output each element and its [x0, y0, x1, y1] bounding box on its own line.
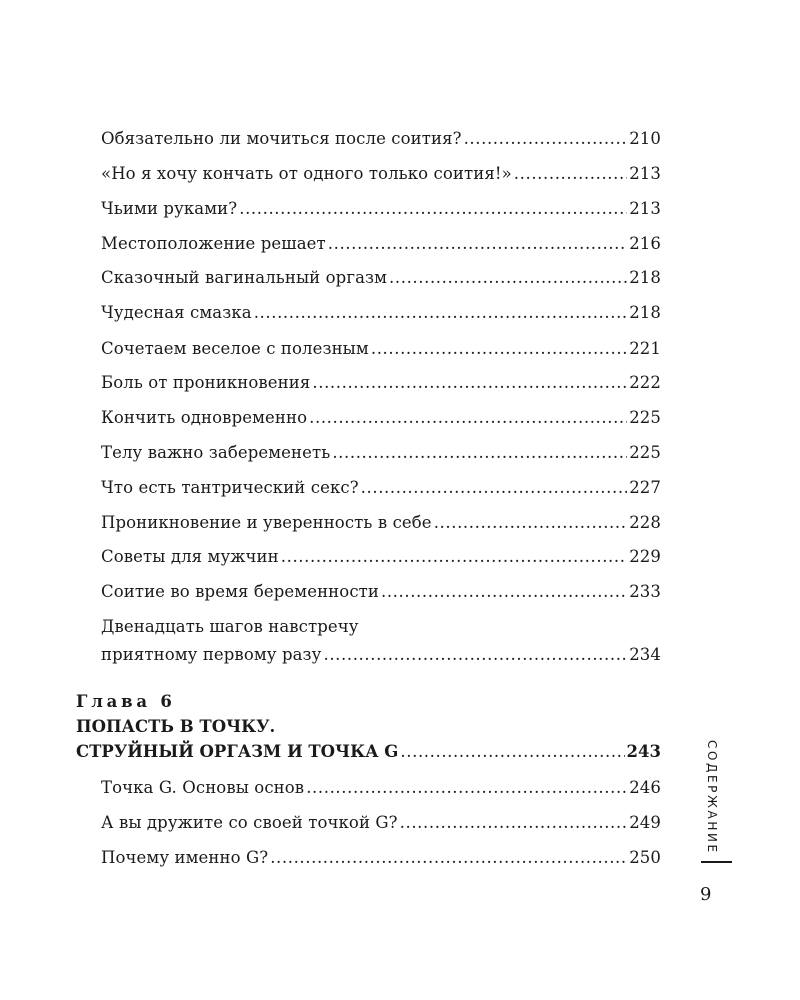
toc-entry: [101, 339, 661, 359]
dot-leader: [309, 408, 627, 428]
toc-entry: [101, 478, 661, 498]
toc-entry-page: 246: [629, 778, 661, 797]
toc-entry: [101, 129, 661, 149]
toc-entry-page: 213: [629, 164, 661, 183]
dot-leader: [239, 199, 627, 219]
dot-leader: [328, 234, 627, 254]
toc-entry-title-line1: Двенадцать шагов навстречу: [101, 617, 359, 636]
section-title-vertical: СОДЕРЖАНИЕ: [705, 740, 719, 855]
toc-entry-title: «Но я хочу кончать от одного только соития!»: [101, 164, 512, 183]
toc-entry: [101, 848, 661, 868]
dot-leader: [381, 582, 627, 602]
chapter-heading: [76, 689, 661, 764]
dot-leader: [400, 739, 624, 764]
dot-leader: [514, 164, 627, 184]
dot-leader: [332, 443, 627, 463]
dot-leader: [389, 268, 627, 288]
toc-entry-title: А вы дружите со своей точкой G?: [101, 813, 398, 832]
dot-leader: [270, 848, 627, 868]
toc-entry: [101, 813, 661, 833]
toc-entry: [101, 582, 661, 602]
toc-entry-title: Соитие во время беременности: [101, 582, 379, 601]
toc-entry-page: 210: [629, 129, 661, 148]
toc-entry-title: Чудесная смазка: [101, 303, 252, 322]
toc-entry-page: 213: [629, 199, 661, 218]
page-number: 9: [700, 884, 712, 905]
toc-entry-page: 233: [629, 582, 661, 601]
toc-entry: [101, 408, 661, 428]
toc-entry-page: 229: [629, 547, 661, 566]
toc-entry: [101, 778, 661, 798]
toc-entry-page: 249: [629, 813, 661, 832]
toc-entry-page: 218: [629, 268, 661, 287]
dot-leader: [323, 645, 627, 665]
toc-entry-page: 218: [629, 303, 661, 322]
toc-entry-page: 234: [629, 645, 661, 664]
toc-entry: [101, 373, 661, 393]
toc-entry-page: 225: [629, 443, 661, 462]
dot-leader: [312, 373, 627, 393]
dot-leader: [306, 778, 627, 798]
dot-leader: [254, 303, 628, 323]
toc-entry-title: Обязательно ли мочиться после соития?: [101, 129, 462, 148]
toc-entry-title: Кончить одновременно: [101, 408, 308, 427]
toc-entry-title: Сочетаем веселое с полезным: [101, 339, 369, 358]
toc-entry-page: 227: [629, 478, 661, 497]
toc-entry-page: 222: [629, 373, 661, 392]
dot-leader: [400, 813, 628, 833]
dot-leader: [361, 478, 628, 498]
toc-entry-title-line2: приятному первому разу: [101, 645, 322, 664]
toc-entry: [101, 617, 661, 665]
divider-rule: [701, 861, 732, 863]
toc-entry-title: Телу важно забеременеть: [101, 443, 331, 462]
chapter-title-line2: СТРУЙНЫЙ ОРГАЗМ И ТОЧКА G: [76, 742, 399, 761]
toc-entry-title: Советы для мужчин: [101, 547, 279, 566]
toc-entry: [101, 268, 661, 288]
toc-entry-page: 221: [629, 339, 661, 358]
toc-entry-page: 216: [629, 234, 661, 253]
toc-entry-title: Местоположение решает: [101, 234, 326, 253]
toc-entry-page: 225: [629, 408, 661, 427]
toc-entry: [101, 164, 661, 184]
toc-entry-page: 228: [629, 513, 661, 532]
toc-entry-title: Сказочный вагинальный оргазм: [101, 268, 388, 287]
toc-entry-title: Точка G. Основы основ: [101, 778, 305, 797]
toc-entry-title: Что есть тантрический секс?: [101, 478, 359, 497]
toc-entry: [101, 303, 661, 323]
toc-entry-title: Проникновение и уверенность в себе: [101, 513, 432, 532]
chapter-title-line1: ПОПАСТЬ В ТОЧКУ.: [76, 717, 276, 736]
toc-entry: [101, 199, 661, 219]
chapter-page: 243: [626, 742, 661, 761]
toc-entry-title: Почему именно G?: [101, 848, 269, 867]
dot-leader: [464, 129, 628, 149]
chapter-label: Глава 6: [76, 692, 176, 711]
toc-entry-title: Чьими руками?: [101, 199, 238, 218]
toc-entry: [101, 513, 661, 533]
toc-entry-page: 250: [629, 848, 661, 867]
toc-entry: [101, 443, 661, 463]
dot-leader: [434, 513, 628, 533]
dot-leader: [281, 547, 627, 567]
toc-entry: [101, 547, 661, 567]
toc-entry-title: Боль от проникновения: [101, 373, 311, 392]
toc-entry: [101, 234, 661, 254]
dot-leader: [371, 339, 627, 359]
